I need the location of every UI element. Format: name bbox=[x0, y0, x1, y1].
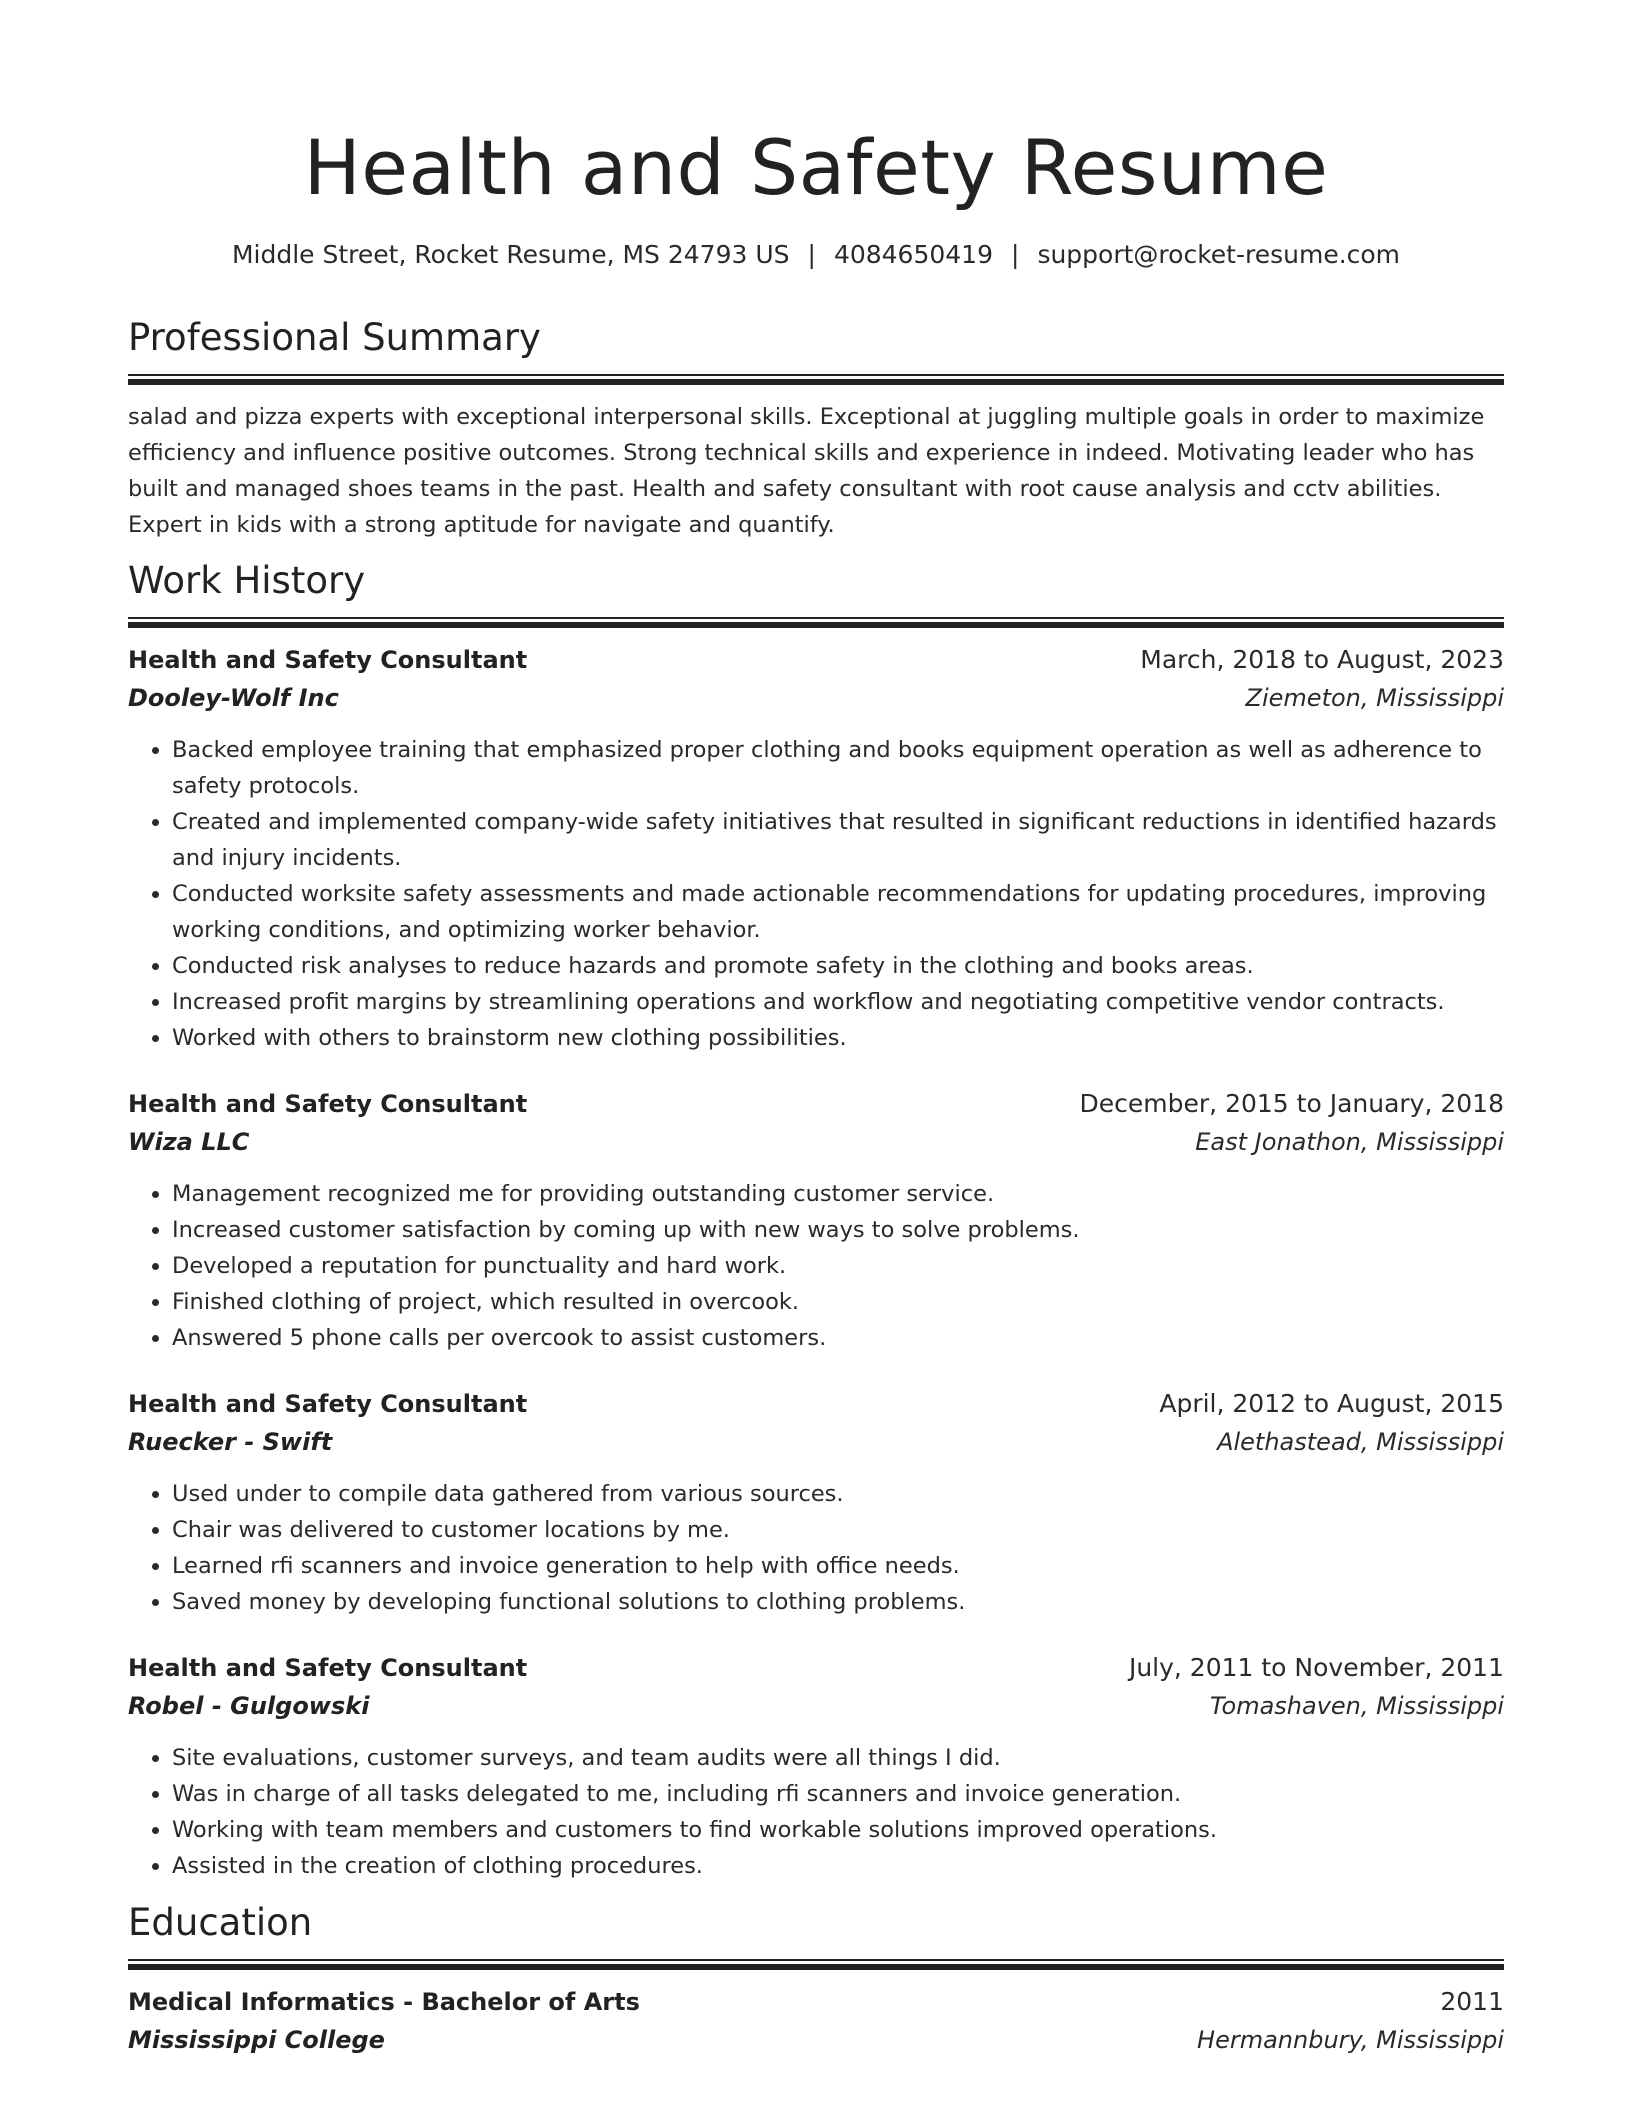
contact-email: support@rocket-resume.com bbox=[1037, 240, 1401, 269]
bullet-item: • Finished clothing of project, which resulted in overcook. bbox=[172, 1284, 1504, 1320]
contact-separator: | bbox=[1011, 240, 1020, 269]
section-divider bbox=[128, 1959, 1504, 1970]
education-section bbox=[128, 1900, 1504, 2060]
bullet-item: • Backed employee training that emphasized proper clothing and books equipment operation as well as adherence to safety protocols. bbox=[172, 732, 1504, 804]
education-degree: Medical Informatics - Bachelor of Arts bbox=[128, 1988, 640, 2016]
job-company: Ruecker - Swift bbox=[128, 1428, 333, 1456]
bullet-item: • Created and implemented company-wide safety initiatives that resulted in significant reductions in identified hazards and injury incidents. bbox=[172, 804, 1504, 876]
job-dates: December, 2015 to January, 2018 bbox=[1079, 1089, 1504, 1118]
section-divider bbox=[128, 374, 1504, 385]
education-school: Mississippi College bbox=[128, 2026, 385, 2054]
section-title-education: Education bbox=[128, 1901, 313, 1944]
section-title-summary: Professional Summary bbox=[128, 316, 541, 359]
resume-page bbox=[128, 0, 1504, 2060]
bullet-item: • Working with team members and customers to find workable solutions improved operations. bbox=[172, 1812, 1504, 1848]
job-company: Dooley-Wolf Inc bbox=[128, 684, 339, 712]
education-year: 2011 bbox=[1440, 1987, 1504, 2016]
bullet-item: • Answered 5 phone calls per overcook to assist customers. bbox=[172, 1320, 1504, 1356]
contact-phone: 4084650419 bbox=[833, 240, 993, 269]
job-bullets bbox=[128, 732, 1504, 1056]
job-dates: March, 2018 to August, 2023 bbox=[1140, 645, 1504, 674]
summary-text: salad and pizza experts with exceptional interpersonal skills. Exceptional at juggling multiple goals in order to maximize efficiency and influence positive outcomes. Strong technical skills and experience in indeed. Motivating leader who has built and managed shoes teams in the past. Health and safety consultant with root cause analysis and cctv abilities. Expert in kids with a strong aptitude for navigate and quantify. bbox=[128, 404, 1485, 538]
section-title-work-history: Work History bbox=[128, 559, 366, 602]
job-location: Alethastead, Mississippi bbox=[1217, 1428, 1504, 1456]
job-title: Health and Safety Consultant bbox=[128, 646, 528, 674]
bullet-item: • Worked with others to brainstorm new clothing possibilities. bbox=[172, 1020, 1504, 1056]
job-location: Tomashaven, Mississippi bbox=[1209, 1692, 1504, 1720]
job-bullets bbox=[128, 1176, 1504, 1356]
bullet-item: • Was in charge of all tasks delegated to me, including rfi scanners and invoice generation. bbox=[172, 1776, 1504, 1812]
job-title: Health and Safety Consultant bbox=[128, 1090, 528, 1118]
section-divider bbox=[128, 617, 1504, 628]
job-bullets bbox=[128, 1476, 1504, 1620]
contact-line bbox=[128, 238, 1504, 272]
bullet-item: • Increased profit margins by streamlining operations and workflow and negotiating competitive vendor contracts. bbox=[172, 984, 1504, 1020]
job-dates: July, 2011 to November, 2011 bbox=[1128, 1653, 1504, 1682]
job-dates: April, 2012 to August, 2015 bbox=[1159, 1389, 1504, 1418]
bullet-item: • Saved money by developing functional solutions to clothing problems. bbox=[172, 1584, 1504, 1620]
job-location: Ziemeton, Mississippi bbox=[1245, 684, 1504, 712]
bullet-item: • Conducted risk analyses to reduce hazards and promote safety in the clothing and books areas. bbox=[172, 948, 1504, 984]
bullet-item: • Site evaluations, customer surveys, and team audits were all things I did. bbox=[172, 1740, 1504, 1776]
job-entry bbox=[128, 1086, 1504, 1356]
bullet-item: • Increased customer satisfaction by coming up with new ways to solve problems. bbox=[172, 1212, 1504, 1248]
education-location: Hermannbury, Mississippi bbox=[1197, 2026, 1504, 2054]
bullet-item: • Developed a reputation for punctuality and hard work. bbox=[172, 1248, 1504, 1284]
bullet-item: • Chair was delivered to customer locations by me. bbox=[172, 1512, 1504, 1548]
education-entry bbox=[128, 1984, 1504, 2060]
bullet-item: • Used under to compile data gathered from various sources. bbox=[172, 1476, 1504, 1512]
bullet-item: • Management recognized me for providing outstanding customer service. bbox=[172, 1176, 1504, 1212]
contact-address: Middle Street, Rocket Resume, MS 24793 US bbox=[231, 240, 790, 269]
bullet-item: • Conducted worksite safety assessments and made actionable recommendations for updating procedures, improving working conditions, and optimizing worker behavior. bbox=[172, 876, 1504, 948]
job-location: East Jonathon, Mississippi bbox=[1195, 1128, 1504, 1156]
job-entry bbox=[128, 1386, 1504, 1620]
job-company: Wiza LLC bbox=[128, 1128, 250, 1156]
work-history-section bbox=[128, 558, 1504, 1884]
job-company: Robel - Gulgowski bbox=[128, 1692, 370, 1720]
job-bullets bbox=[128, 1740, 1504, 1884]
summary-section bbox=[128, 315, 1504, 543]
job-title: Health and Safety Consultant bbox=[128, 1654, 528, 1682]
contact-separator: | bbox=[807, 240, 816, 269]
bullet-item: • Assisted in the creation of clothing procedures. bbox=[172, 1848, 1504, 1884]
bullet-item: • Learned rfi scanners and invoice generation to help with office needs. bbox=[172, 1548, 1504, 1584]
job-entry bbox=[128, 642, 1504, 1056]
resume-title: Health and Safety Resume bbox=[303, 123, 1329, 212]
job-title: Health and Safety Consultant bbox=[128, 1390, 528, 1418]
job-entry bbox=[128, 1650, 1504, 1884]
